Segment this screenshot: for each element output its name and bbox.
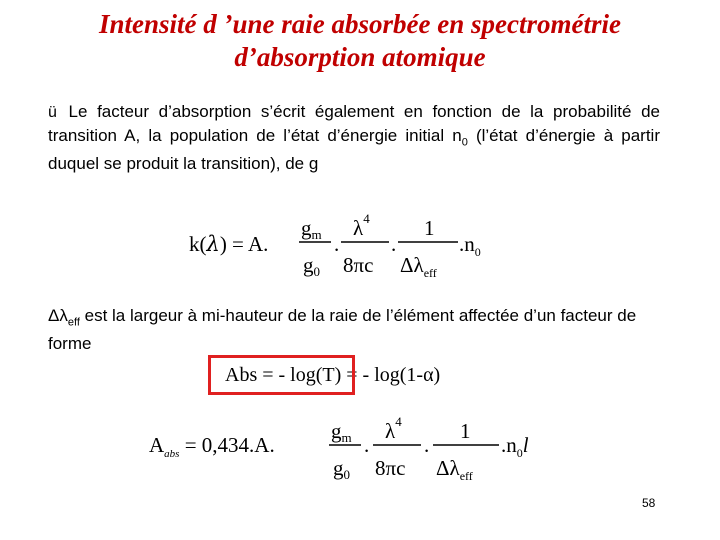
formula2-lhs: $A_{abs} = 0,434.A$. — [149, 433, 275, 460]
bullet-text: Le facteur d’absorption s’écrit également en fonction de la probabilité de transition A, la population de l’état d’énergie initial n — [48, 102, 660, 145]
formula1-one: 1 — [424, 216, 435, 240]
formula2-dlambda: $\Delta\lambda_{eff}$ — [436, 456, 473, 483]
formula2-n0: $.n_0l$ — [501, 433, 529, 460]
title-line-1: Intensité d ’une raie absorbée en spectrométrie — [99, 9, 621, 39]
formula2-dot: . — [424, 433, 430, 457]
bullet-paragraph — [48, 101, 660, 176]
formula2-8pic: 8πc — [375, 456, 406, 480]
note-text: est la largeur à mi-hauteur de la raie de l’élément affectée d’un facteur de forme — [48, 306, 637, 354]
formula1-g0: g0 — [303, 253, 320, 279]
formula2-lambda4: $\lambda^4$ — [385, 414, 402, 443]
formula1-dot: . — [334, 232, 340, 256]
formula1-lambda4: $\lambda^4$ — [353, 211, 370, 240]
bullet-subscript: 0 — [461, 135, 468, 148]
absorbance-formula — [145, 408, 545, 488]
formula1-8pic: 8πc — [343, 253, 374, 277]
formula2-one: 1 — [460, 419, 471, 443]
formula1-n0: $.n_0$ — [459, 232, 481, 259]
formula1-gm: gm — [301, 216, 322, 242]
bullet-text-end: (l’état d’énergie à partir duquel se produit la transition), de g — [48, 125, 660, 174]
note-symbol: $\Delta\lambda_{eff}$ — [48, 306, 80, 329]
highlight-box — [208, 355, 355, 395]
formula1-dlambda: $\Delta\lambda_{eff}$ — [400, 253, 437, 280]
absorption-coefficient-formula — [185, 203, 515, 283]
title-line-2: d’absorption atomique — [234, 42, 486, 72]
absorbance-equation: Abs = - log(T) = - log(1-α) — [225, 364, 441, 386]
slide-number: 58 — [642, 496, 656, 510]
formula1-dot: . — [391, 232, 397, 256]
slide-title — [0, 8, 720, 74]
formula2-g0: g0 — [333, 456, 350, 482]
check-bullet-icon: ü — [48, 104, 57, 121]
formula2-gm: gm — [331, 419, 352, 445]
formula1-lhs: k(λ) = A. — [189, 232, 269, 256]
formula2-dot: . — [364, 433, 370, 457]
delta-lambda-note — [48, 305, 668, 354]
